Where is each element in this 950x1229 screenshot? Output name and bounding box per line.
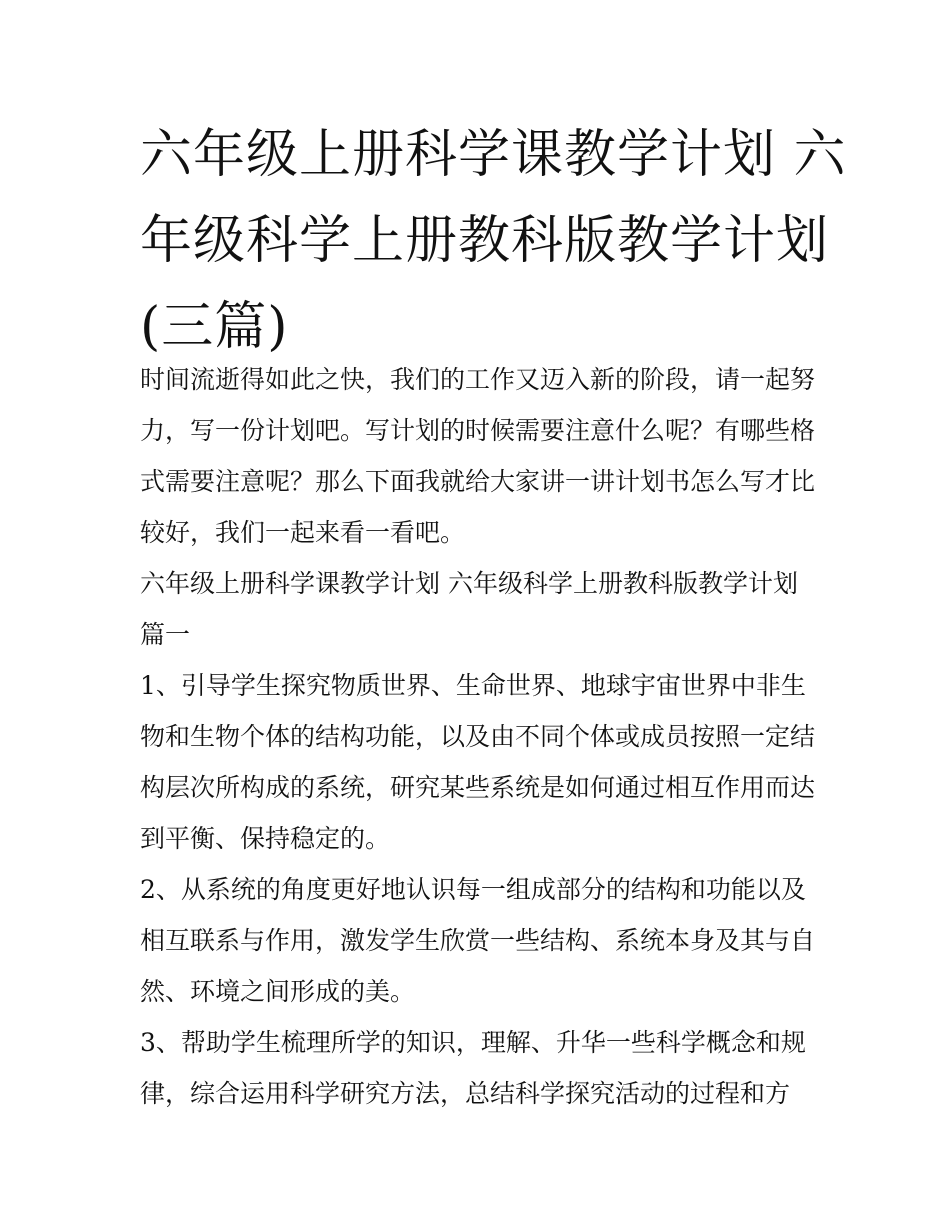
item-3-line: 3、帮助学生梳理所学的知识，理解、升华一些科学概念和规 [140, 1028, 806, 1057]
intro-line: 力，写一份计划吧。写计划的时候需要注意什么呢？有哪些格 [140, 416, 816, 445]
item-2-line: 相互联系与作用，激发学生欣赏一些结构、系统本身及其与自 [140, 926, 816, 955]
item-2-line: 然、环境之间形成的美。 [140, 977, 416, 1006]
item-1-line: 构层次所构成的系统，研究某些系统是如何通过相互作用而达 [140, 773, 816, 802]
title-line: (三篇) [140, 297, 289, 357]
document-body [140, 354, 820, 1119]
section-heading-line: 篇一 [140, 620, 191, 649]
intro-line: 式需要注意呢？那么下面我就给大家讲一讲计划书怎么写才比 [140, 467, 816, 496]
item-3-line: 律，综合运用科学研究方法，总结科学探究活动的过程和方 [140, 1079, 791, 1108]
document-title [140, 112, 847, 370]
item-1-line: 物和生物个体的结构功能，以及由不同个体或成员按照一定结 [140, 722, 816, 751]
item-1-line: 1、引导学生探究物质世界、生命世界、地球宇宙世界中非生 [140, 671, 806, 700]
intro-line: 较好，我们一起来看一看吧。 [140, 518, 466, 547]
title-line: 六年级上册科学课教学计划 六 [140, 125, 847, 185]
title-line: 年级科学上册教科版教学计划 [140, 211, 830, 271]
section-heading-line: 六年级上册科学课教学计划 六年级科学上册教科版教学计划 [140, 569, 798, 598]
item-2-line: 2、从系统的角度更好地认识每一组成部分的结构和功能以及 [140, 875, 806, 904]
item-1-line: 到平衡、保持稳定的。 [140, 824, 391, 853]
intro-line: 时间流逝得如此之快，我们的工作又迈入新的阶段，请一起努 [140, 365, 816, 394]
